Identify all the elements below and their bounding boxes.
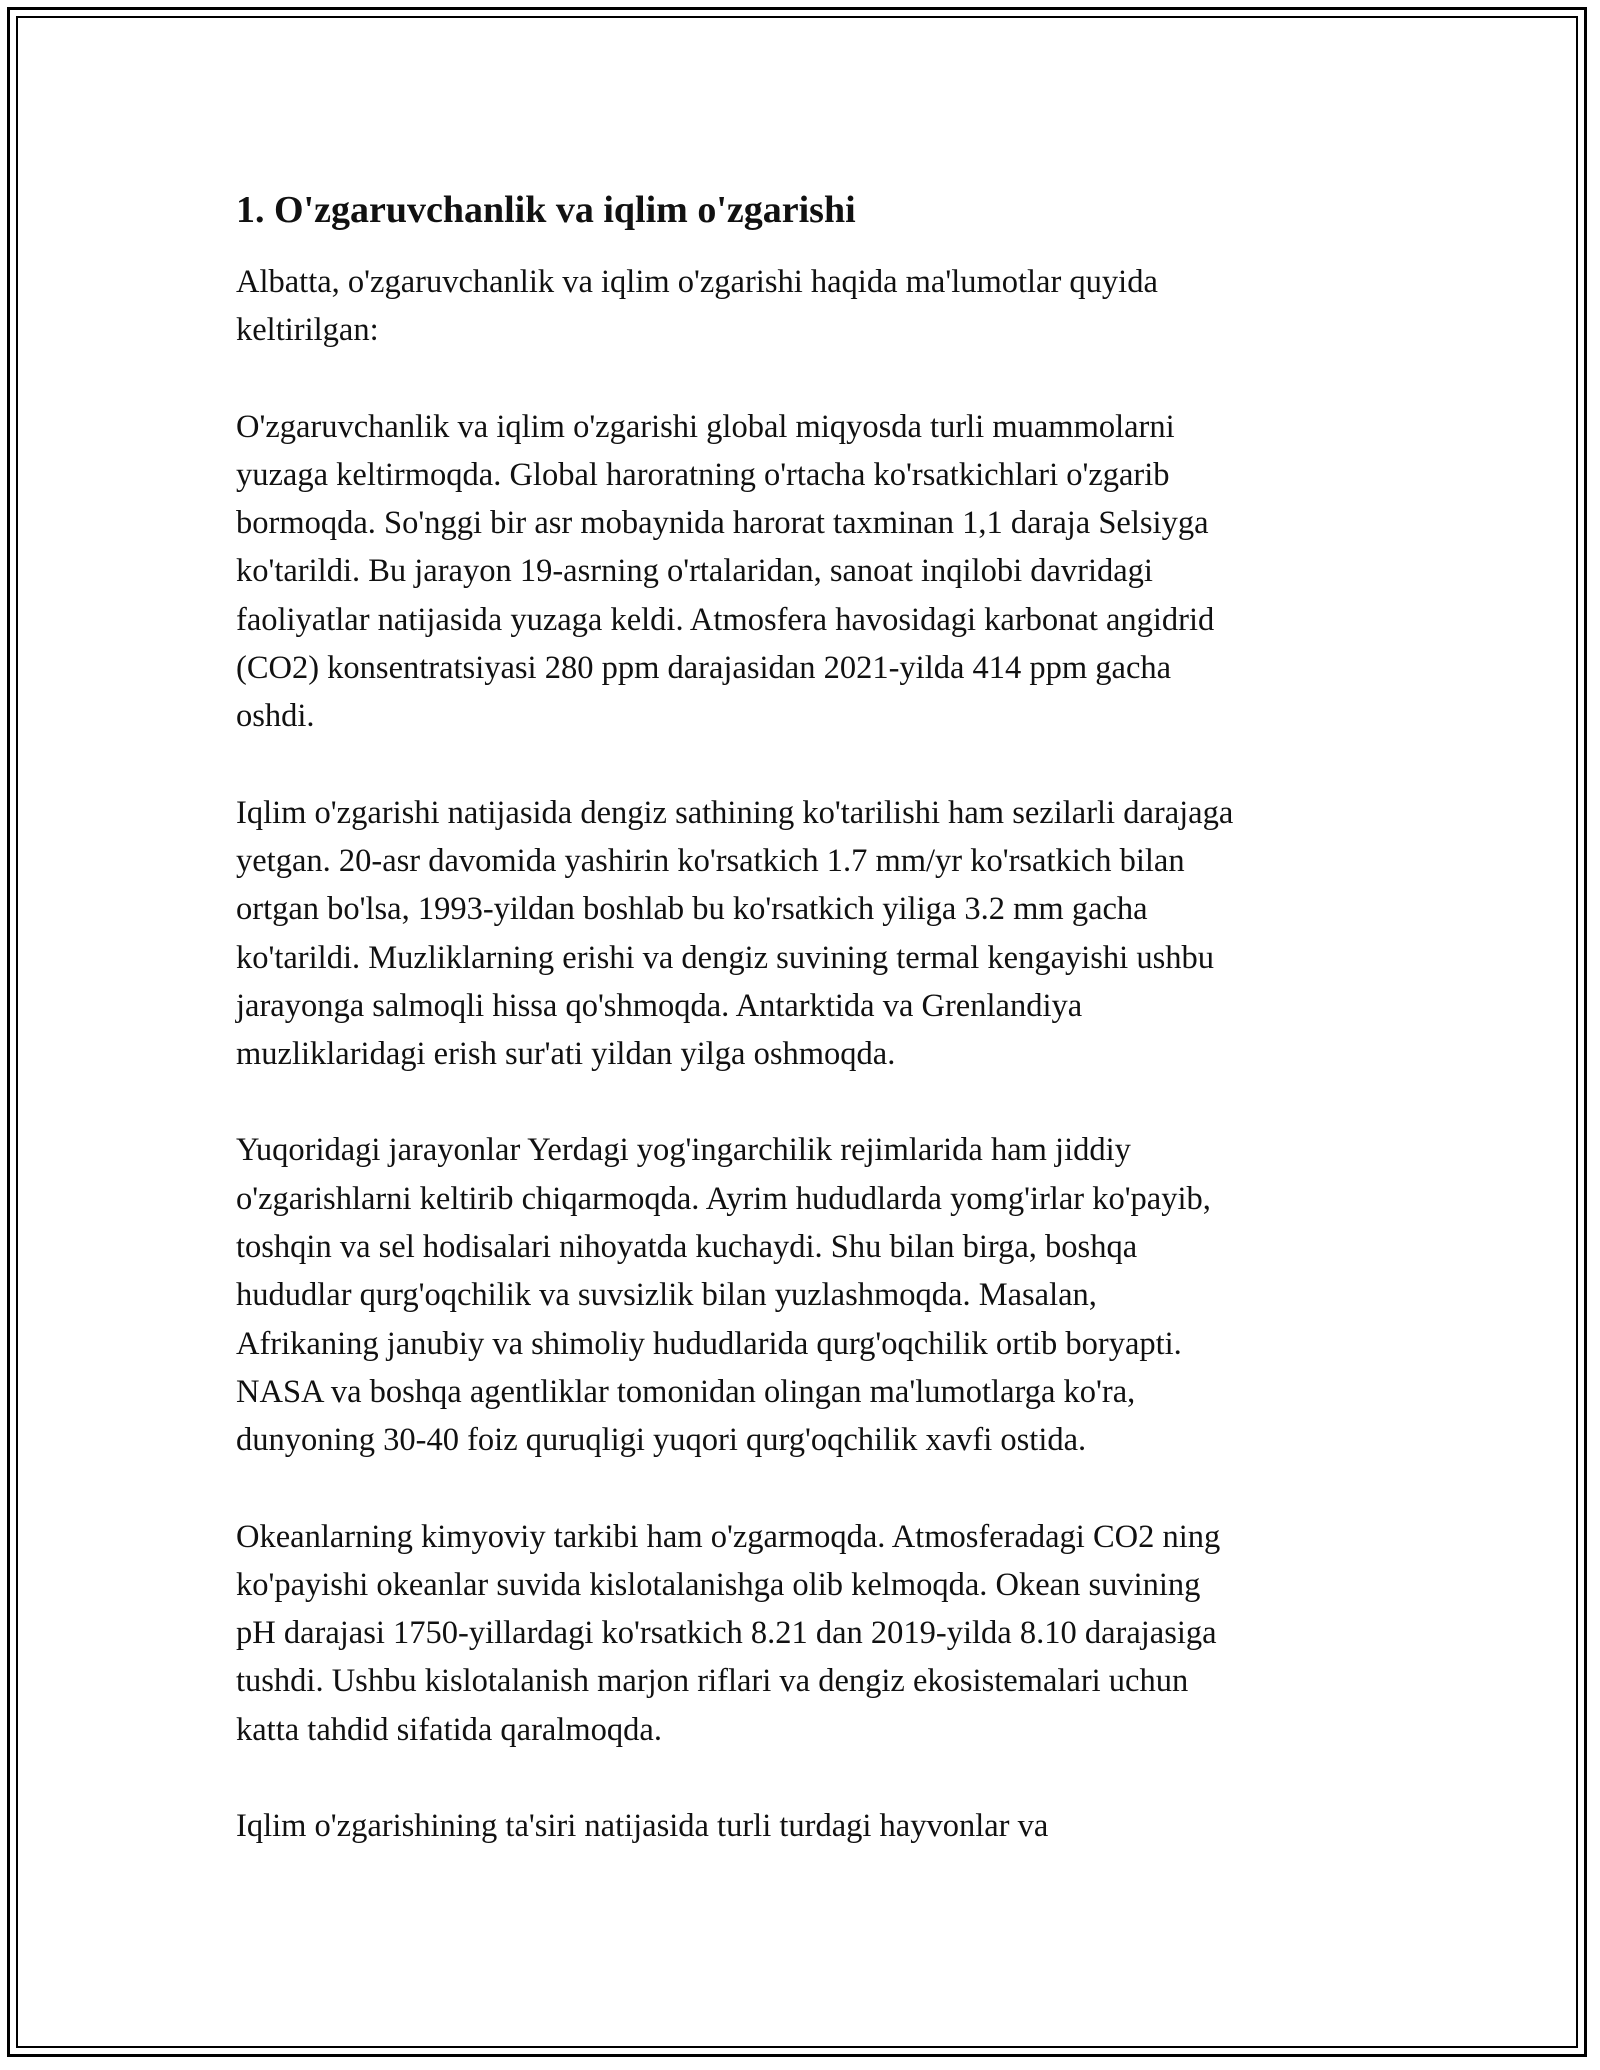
paragraph-species: Iqlim o'zgarishining ta'siri natijasida turli turdagi hayvonlar va xyxy=(236,1808,1049,1845)
paragraph-sea-level: Iqlim o'zgarishi natijasida dengiz sathining ko'tarilishi ham sezilarli darajaga yetgan. 20-asr davomida yashirin ko'rsatkich 1.7 mm/yr ko'rsatkich bilan ortgan bo'lsa, 1993-yildan boshlab bu ko'rsatkich yiliga 3.2 mm gacha ko'tarildi. Muzliklarning erishi va dengiz suvining termal kengayishi ushbu jarayonga salmoqli hissa qo'shmoqda. Antarktida va Grenlandiya muzliklaridagi erish sur'ati yildan yilga oshmoqda. xyxy=(236,794,1234,1073)
section-heading: 1. O'zgaruvchanlik va iqlim o'zgarishi xyxy=(236,189,856,231)
paragraph-ocean-chemistry: Okeanlarning kimyoviy tarkibi ham o'zgarmoqda. Atmosferadagi CO2 ning ko'payishi okeanlar suvida kislotalanishga olib kelmoqda. Okean suvining pH darajasi 1750-yillardagi ko'rsatkich 8.21 dan 2019-yilda 8.10 darajasiga tushdi. Ushbu kislotalanish marjon riflari va dengiz ekosistemalari uchun katta tahdid sifatida qaralmoqda. xyxy=(236,1518,1221,1748)
document-body xyxy=(236,186,1366,1898)
paragraph-intro: Albatta, o'zgaruvchanlik va iqlim o'zgarishi haqida ma'lumotlar quyida keltirilgan: xyxy=(236,264,1158,349)
paragraph-precipitation: Yuqoridagi jarayonlar Yerdagi yog'ingarchilik rejimlarida ham jiddiy o'zgarishlarni keltirib chiqarmoqda. Ayrim hududlarda yomg'irlar ko'payib, toshqin va sel hodisalari nihoyatda kuchaydi. Shu bilan birga, boshqa hududlar qurg'oqchilik va suvsizlik bilan yuzlashmoqda. Masalan, Afrikaning janubiy va shimoliy hududlarida qurg'oqchilik ortib boryapti. NASA va boshqa agentliklar tomonidan olingan ma'lumotlarga ko'ra, dunyoning 30-40 foiz quruqligi yuqori qurg'oqchilik xavfi ostida. xyxy=(236,1132,1211,1459)
paragraph-temperature: O'zgaruvchanlik va iqlim o'zgarishi global miqyosda turli muammolarni yuzaga keltirmoqda. Global haroratning o'rtacha ko'rsatkichlari o'zgarib bormoqda. So'nggi bir asr mobaynida harorat taxminan 1,1 daraja Selsiyga ko'tarildi. Bu jarayon 19-asrning o'rtalaridan, sanoat inqilobi davridagi faoliyatlar natijasida yuzaga keldi. Atmosfera havosidagi karbonat angidrid (CO2) konsentratsiyasi 280 ppm darajasidan 2021-yilda 414 ppm gacha oshdi. xyxy=(236,408,1215,735)
